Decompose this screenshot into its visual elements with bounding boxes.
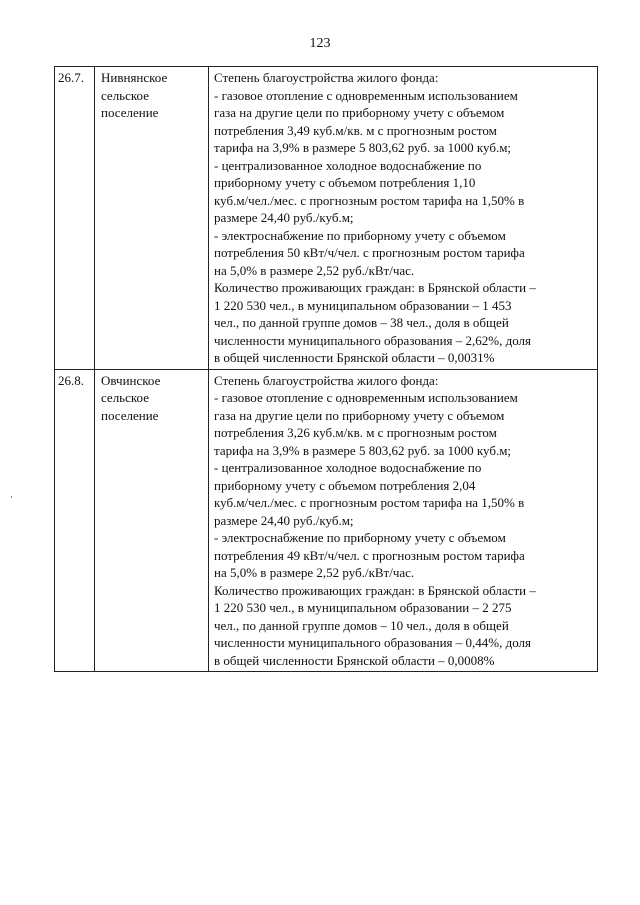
description-line: на 5,0% в размере 2,52 руб./кВт/час. xyxy=(214,262,415,278)
description-line: куб.м/чел./мес. с прогнозным ростом тарифа на 1,50% в xyxy=(214,192,525,208)
description-line: Степень благоустройства жилого фонда: xyxy=(214,70,439,85)
description-line: тарифа на 3,9% в размере 5 803,62 руб. за 1000 куб.м; xyxy=(214,442,512,458)
description-line: чел., по данной группе домов – 10 чел., доля в общей xyxy=(214,617,509,633)
description-line: - централизованное холодное водоснабжение по xyxy=(214,157,482,173)
settlement-name-line: Овчинское xyxy=(101,372,161,388)
description-line: чел., по данной группе домов – 38 чел., доля в общей xyxy=(214,315,509,330)
description-line: - газовое отопление с одновременным использованием xyxy=(214,390,518,405)
description-line: Количество проживающих граждан: в Брянской области – xyxy=(214,582,536,598)
description-line: газа на другие цели по приборному учету с объемом xyxy=(214,407,505,423)
description-line: 1 220 530 чел., в муниципальном образовании – 1 453 xyxy=(214,297,512,313)
description-line: 1 220 530 чел., в муниципальном образовании – 2 275 xyxy=(214,600,512,615)
description-line: потребления 3,26 куб.м/кв. м с прогнозным ростом xyxy=(214,425,497,440)
settlement-name-line: Нивнянское xyxy=(101,70,168,85)
margin-mark xyxy=(11,496,12,498)
table-row xyxy=(55,67,598,370)
description-line: - газовое отопление с одновременным использованием xyxy=(214,87,518,103)
description-line: Степень благоустройства жилого фонда: xyxy=(214,372,439,388)
description-line: газа на другие цели по приборному учету с объемом xyxy=(214,105,505,120)
description-line: - электроснабжение по приборному учету с объемом xyxy=(214,530,506,545)
description-line: приборному учету с объемом потребления 1,10 xyxy=(214,175,476,190)
settlement-name xyxy=(95,67,209,370)
description-line: приборному учету с объемом потребления 2,04 xyxy=(214,477,476,493)
description-line: численности муниципального образования – 0,44%, доля xyxy=(214,635,532,650)
description-line: численности муниципального образования – 2,62%, доля xyxy=(214,332,532,348)
table-row xyxy=(55,369,598,672)
description-line: в общей численности Брянской области – 0,0031% xyxy=(214,350,495,365)
description-line: размере 24,40 руб./куб.м; xyxy=(214,210,354,225)
description-line: размере 24,40 руб./куб.м; xyxy=(214,512,354,528)
description-line: куб.м/чел./мес. с прогнозным ростом тарифа на 1,50% в xyxy=(214,495,525,510)
description-line: - централизованное холодное водоснабжение по xyxy=(214,460,482,475)
settlement-name-line: сельское xyxy=(101,87,149,103)
page-number: 123 xyxy=(309,36,331,51)
description-line: Количество проживающих граждан: в Брянской области – xyxy=(214,280,536,295)
settlement-name-line: поселение xyxy=(101,407,159,423)
housing-description xyxy=(209,67,598,370)
settlement-name-line: поселение xyxy=(101,105,159,120)
settlement-table xyxy=(54,66,598,672)
description-line: на 5,0% в размере 2,52 руб./кВт/час. xyxy=(214,565,415,580)
description-line: потребления 50 кВт/ч/чел. с прогнозным ростом тарифа xyxy=(214,245,525,260)
row-number: 26.7. xyxy=(55,67,95,370)
description-line: в общей численности Брянской области – 0,0008% xyxy=(214,652,495,668)
description-line: потребления 3,49 куб.м/кв. м с прогнозным ростом xyxy=(214,122,497,138)
row-number: 26.8. xyxy=(55,369,95,672)
settlement-name-line: сельское xyxy=(101,390,149,405)
description-line: - электроснабжение по приборному учету с объемом xyxy=(214,227,506,243)
description-line: потребления 49 кВт/ч/чел. с прогнозным ростом тарифа xyxy=(214,547,525,563)
housing-description xyxy=(209,369,598,672)
settlement-name xyxy=(95,369,209,672)
description-line: тарифа на 3,9% в размере 5 803,62 руб. за 1000 куб.м; xyxy=(214,140,512,155)
